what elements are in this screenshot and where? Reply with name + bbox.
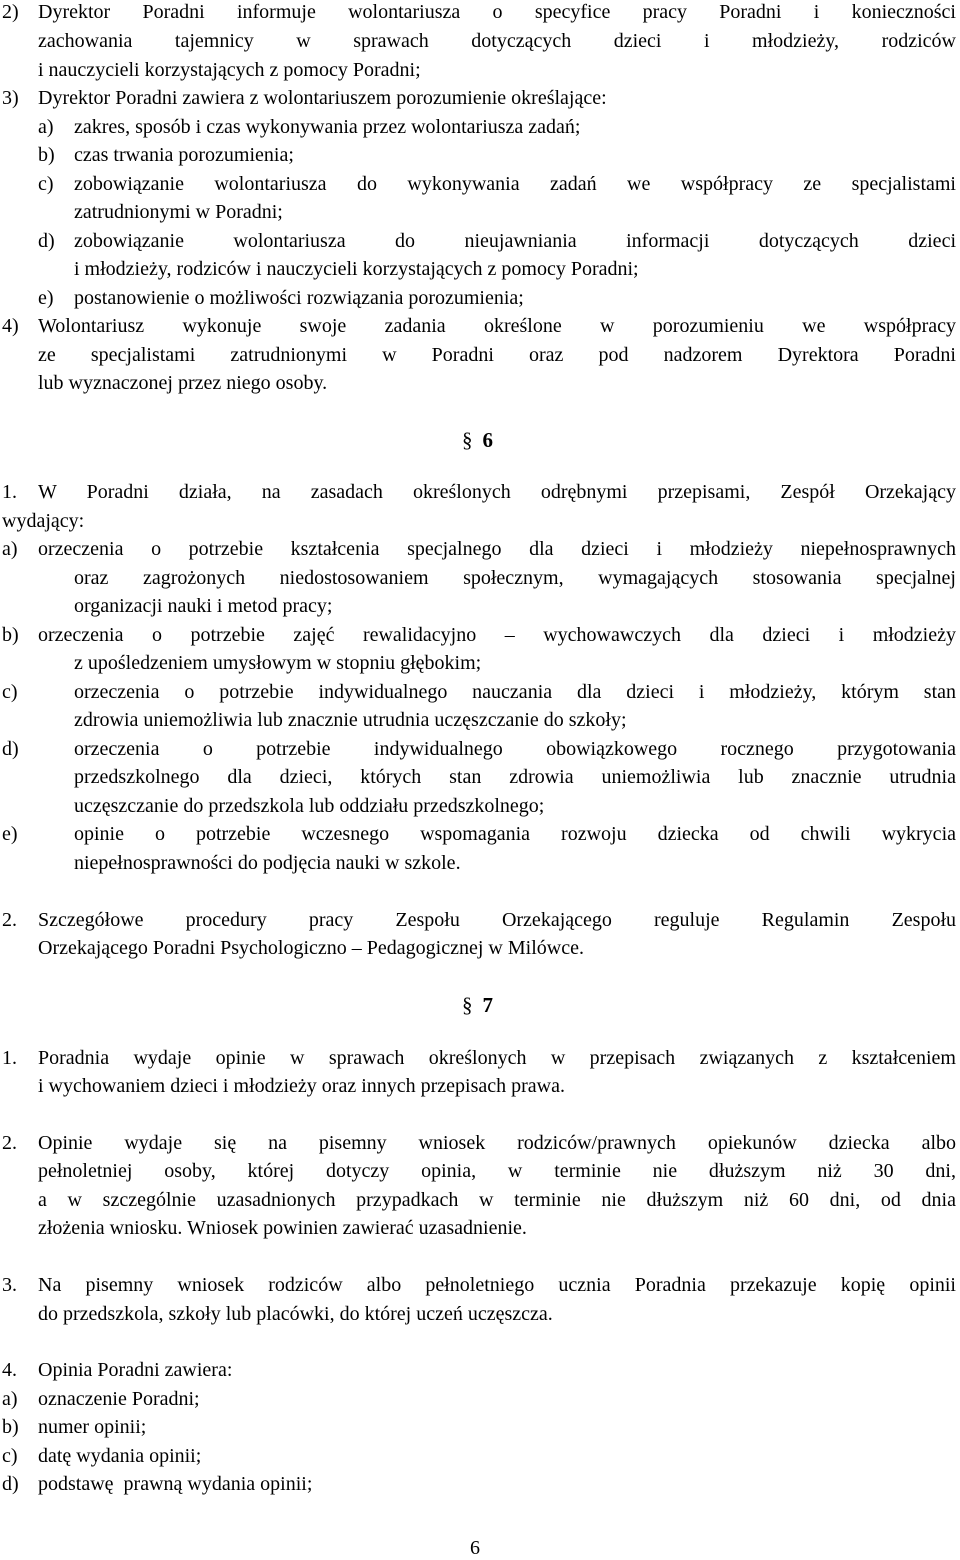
item-3a-line-1: zakres, sposób i czas wykonywania przez wolontariusza zadań;	[74, 116, 581, 138]
s6-e-line-1: opinie o potrzebie wczesnego wspomagania rozwoju dziecka od chwili wykrycia	[74, 823, 956, 845]
s7-p1-line-2: i wychowaniem dzieci i młodzieży oraz innych przepisach prawa.	[38, 1075, 566, 1097]
s7-p3-line-2: do przedszkola, szkoły lub placówki, do której uczeń uczęszcza.	[38, 1303, 553, 1325]
item-4-line-3: lub wyznaczonej przez niego osoby.	[38, 372, 328, 394]
item-3d-line-1: zobowiązanie wolontariusza do nieujawniania informacji dotyczących dzieci	[74, 230, 956, 252]
s6-a-letter: a)	[2, 538, 18, 560]
s7-d-letter: d)	[2, 1473, 19, 1495]
item-3c-line-2: zatrudnionymi w Poradni;	[74, 201, 283, 223]
s7-c-line-1: datę wydania opinii;	[38, 1445, 202, 1467]
section-number: 7	[482, 993, 493, 1017]
s6-p1-line-2: wydający:	[2, 510, 85, 532]
s6-p2-line-1: Szczegółowe procedury pracy Zespołu Orzekającego reguluje Regulamin Zespołu	[38, 909, 956, 931]
section-number: 6	[482, 428, 493, 452]
s7-p4-line-1: Opinia Poradni zawiera:	[38, 1359, 233, 1381]
s7-p3-line-1: Na pisemny wniosek rodziców albo pełnoletniego ucznia Poradnia przekazuje kopię opinii	[38, 1274, 956, 1296]
item-3b-line-1: czas trwania porozumienia;	[74, 144, 294, 166]
s7-p1-number: 1.	[2, 1047, 17, 1069]
s6-p2-number: 2.	[2, 909, 17, 931]
item-4-line-2: ze specjalistami zatrudnionymi w Poradni oraz pod nadzorem Dyrektora Poradni	[38, 344, 956, 366]
s6-e-line-2: niepełnosprawności do podjęcia nauki w szkole.	[74, 852, 461, 874]
s7-p2-line-3: a w szczególnie uzasadnionych przypadkach w terminie nie dłuższym niż 60 dni, od dnia	[38, 1189, 956, 1211]
s6-d-line-1: orzeczenia o potrzebie indywidualnego obowiązkowego rocznego przygotowania	[74, 738, 956, 760]
s6-d-line-3: uczęszczanie do przedszkola lub oddziału przedszkolnego;	[74, 795, 545, 817]
item-3c-letter: c)	[38, 173, 54, 195]
item-3-number: 3)	[2, 87, 19, 109]
item-3c-line-1: zobowiązanie wolontariusza do wykonywania zadań we współpracy ze specjalistami	[74, 173, 956, 195]
s7-p2-line-4: złożenia wniosku. Wniosek powinien zawierać uzasadnienie.	[38, 1217, 527, 1239]
s6-p1-line-1: W Poradni działa, na zasadach określonych odrębnymi przepisami, Zespół Orzekający	[38, 481, 956, 503]
s7-b-letter: b)	[2, 1416, 19, 1438]
s7-a-letter: a)	[2, 1388, 18, 1410]
s6-a-line-2: oraz zagrożonych niedostosowaniem społecznym, wymagających stosowania specjalnej	[74, 567, 956, 589]
s7-p4-number: 4.	[2, 1359, 17, 1381]
s6-e-letter: e)	[2, 823, 18, 845]
s6-c-line-2: zdrowia uniemożliwia lub znacznie utrudnia uczęszczanie do szkoły;	[74, 709, 627, 731]
section-6-heading	[462, 428, 493, 452]
item-3b-letter: b)	[38, 144, 55, 166]
item-3e-letter: e)	[38, 287, 54, 309]
section-7-heading	[462, 993, 493, 1017]
s7-p1-line-1: Poradnia wydaje opinie w sprawach określonych w przepisach związanych z kształceniem	[38, 1047, 956, 1069]
s7-p2-line-1: Opinie wydaje się na pisemny wniosek rodziców/prawnych opiekunów dziecka albo	[38, 1132, 956, 1154]
s7-p3-number: 3.	[2, 1274, 17, 1296]
s6-d-letter: d)	[2, 738, 19, 760]
s6-b-line-2: z upośledzeniem umysłowym w stopniu głębokim;	[74, 652, 482, 674]
item-3e-line-1: postanowienie o możliwości rozwiązania porozumienia;	[74, 287, 524, 309]
section-symbol: §	[462, 993, 473, 1017]
item-2-line-1: Dyrektor Poradni informuje wolontariusza o specyfice pracy Poradni i konieczności	[38, 1, 956, 23]
item-4-number: 4)	[2, 315, 19, 337]
s7-d-line-1: podstawę prawną wydania opinii;	[38, 1473, 313, 1495]
s6-p1-number: 1.	[2, 481, 17, 503]
s6-a-line-3: organizacji nauki i metod pracy;	[74, 595, 333, 617]
item-2-number: 2)	[2, 1, 19, 23]
item-2-line-3: i nauczycieli korzystających z pomocy Poradni;	[38, 59, 421, 81]
s6-c-letter: c)	[2, 681, 18, 703]
item-3d-line-2: i młodzieży, rodziców i nauczycieli korzystających z pomocy Poradni;	[74, 258, 639, 280]
s6-d-line-2: przedszkolnego dla dzieci, których stan zdrowia uniemożliwia lub znacznie utrudnia	[74, 766, 956, 788]
item-3a-letter: a)	[38, 116, 54, 138]
s7-p2-line-2: pełnoletniej osoby, której dotyczy opinia, w terminie nie dłuższym niż 30 dni,	[38, 1160, 956, 1182]
item-4-line-1: Wolontariusz wykonuje swoje zadania określone w porozumieniu we współpracy	[38, 315, 956, 337]
s6-b-line-1: orzeczenia o potrzebie zajęć rewalidacyjno – wychowawczych dla dzieci i młodzieży	[38, 624, 956, 646]
page-number: 6	[470, 1537, 480, 1559]
s6-b-letter: b)	[2, 624, 19, 646]
section-symbol: §	[462, 428, 473, 452]
item-3-line-1: Dyrektor Poradni zawiera z wolontariuszem porozumienie określające:	[38, 87, 607, 109]
s7-c-letter: c)	[2, 1445, 18, 1467]
s6-c-line-1: orzeczenia o potrzebie indywidualnego nauczania dla dzieci i młodzieży, którym stan	[74, 681, 956, 703]
s7-b-line-1: numer opinii;	[38, 1416, 147, 1438]
item-2-line-2: zachowania tajemnicy w sprawach dotyczących dzieci i młodzieży, rodziców	[38, 30, 956, 52]
s6-p2-line-2: Orzekającego Poradni Psychologiczno – Pedagogicznej w Milówce.	[38, 937, 584, 959]
s7-p2-number: 2.	[2, 1132, 17, 1154]
item-3d-letter: d)	[38, 230, 55, 252]
s6-a-line-1: orzeczenia o potrzebie kształcenia specjalnego dla dzieci i młodzieży niepełnosprawnych	[38, 538, 956, 560]
s7-a-line-1: oznaczenie Poradni;	[38, 1388, 200, 1410]
